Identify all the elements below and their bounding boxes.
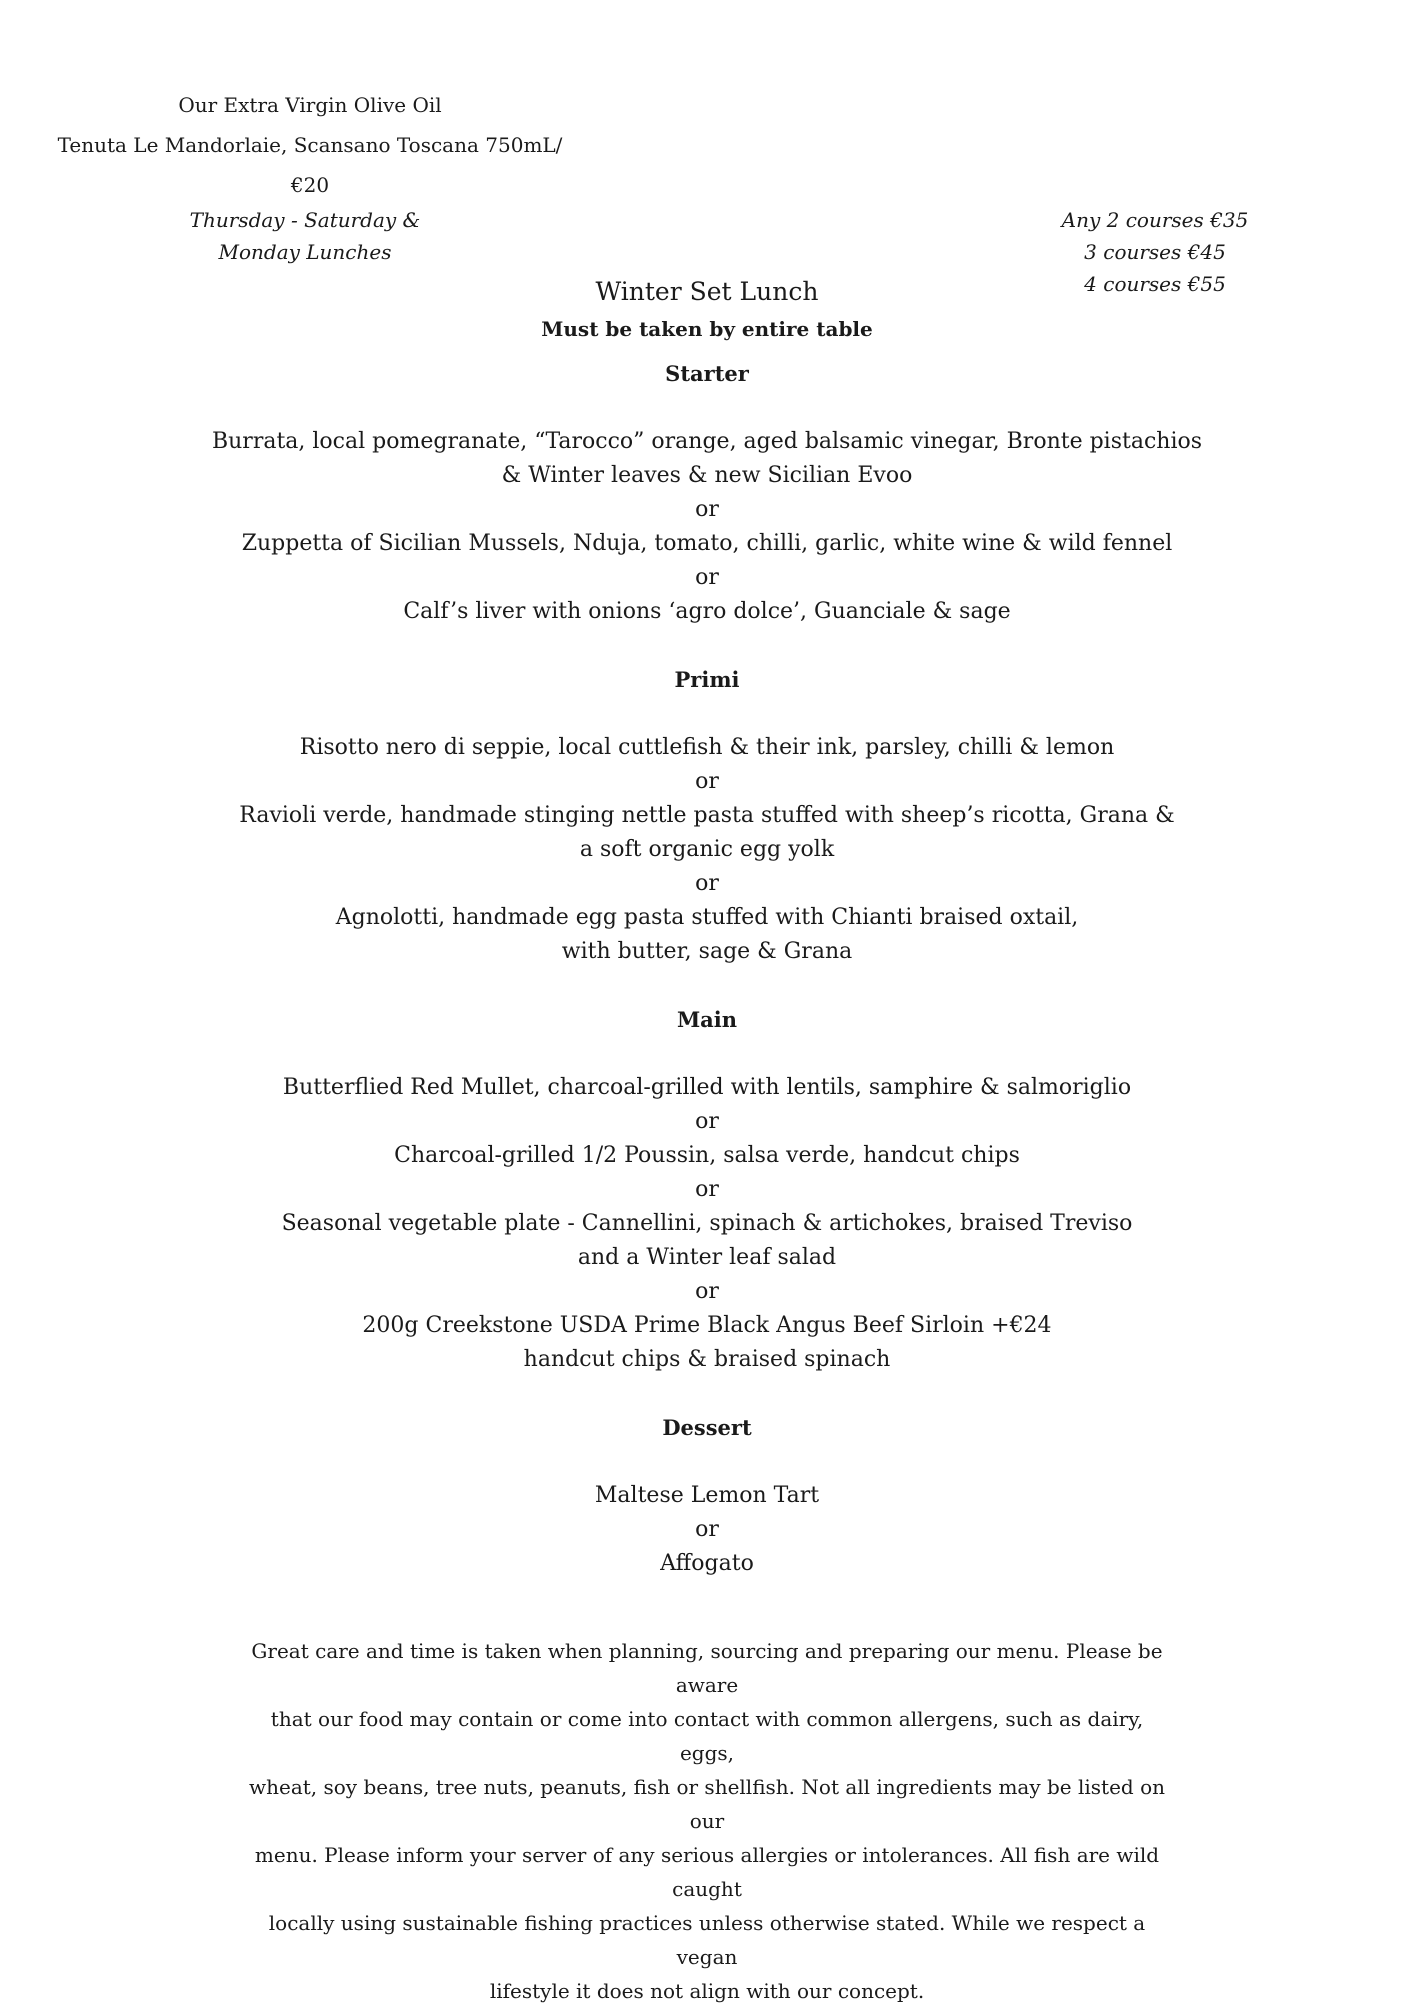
main-item-vegetable-plate-line-2: and a Winter leaf salad	[577, 1245, 837, 1270]
starter-item-burrata	[0, 425, 1414, 493]
dessert-item-affogato: Affogato	[660, 1551, 754, 1576]
main-item-red-mullet: Butterflied Red Mullet, charcoal-grilled with lentils, samphire & salmoriglio	[282, 1075, 1132, 1100]
allergen-note-line: locally using sustainable fishing practices unless otherwise stated. While we respect a vegan	[268, 1911, 1146, 1969]
main-item-sirloin-line-1: 200g Creekstone USDA Prime Black Angus Beef Sirloin +€24	[362, 1313, 1052, 1338]
starter-item-calfs-liver: Calf’s liver with onions ‘agro dolce’, Guanciale & sage	[403, 599, 1011, 624]
allergen-note-line: that our food may contain or come into contact with common allergens, such as dairy, eggs,	[270, 1707, 1144, 1765]
main-item-vegetable-plate-line-1: Seasonal vegetable plate - Cannellini, spinach & artichokes, braised Treviso	[281, 1211, 1133, 1236]
allergen-note-line: wheat, soy beans, tree nuts, peanuts, fish or shellfish. Not all ingredients may be listed on our	[248, 1775, 1166, 1833]
olive-oil-detail: Tenuta Le Mandorlaie, Scansano Toscana 750mL/€20	[57, 133, 563, 197]
starter-item-mussels: Zuppetta of Sicilian Mussels, Nduja, tomato, chilli, garlic, white wine & wild fennel	[241, 531, 1173, 556]
dessert-heading: Dessert	[662, 1415, 752, 1440]
primi-item-agnolotti	[0, 901, 1414, 969]
main-item-poussin: Charcoal-grilled 1/2 Poussin, salsa verde, handcut chips	[394, 1143, 1020, 1168]
allergen-note-line: Great care and time is taken when planning, sourcing and preparing our menu. Please be aware	[251, 1639, 1163, 1697]
or-separator: or	[695, 1279, 719, 1304]
price-three-courses: 3 courses €45	[1084, 240, 1226, 264]
service-days-line-2: Monday Lunches	[218, 240, 392, 264]
or-separator: or	[695, 1517, 719, 1542]
dessert-item-lemon-tart: Maltese Lemon Tart	[594, 1483, 820, 1508]
or-separator: or	[695, 1177, 719, 1202]
primi-item-agnolotti-line-1: Agnolotti, handmade egg pasta stuffed with Chianti braised oxtail,	[335, 905, 1079, 930]
primi-item-agnolotti-line-2: with butter, sage & Grana	[561, 939, 853, 964]
olive-oil-block	[40, 85, 580, 205]
primi-item-ravioli	[0, 799, 1414, 867]
menu-subtitle: Must be taken by entire table	[541, 317, 873, 341]
main-heading: Main	[676, 1007, 738, 1032]
allergen-note-line: lifestyle it does not align with our concept.	[489, 1979, 925, 2003]
price-two-courses: Any 2 courses €35	[1061, 208, 1249, 232]
or-separator: or	[695, 769, 719, 794]
primi-item-ravioli-line-2: a soft organic egg yolk	[579, 837, 835, 862]
starter-item-burrata-line-1: Burrata, local pomegranate, “Tarocco” orange, aged balsamic vinegar, Bronte pistachios	[211, 429, 1203, 454]
main-item-sirloin	[0, 1309, 1414, 1377]
price-four-courses: 4 courses €55	[1084, 272, 1226, 296]
service-days	[160, 204, 450, 268]
allergen-note	[247, 1634, 1167, 2008]
main-item-vegetable-plate	[0, 1207, 1414, 1275]
starter-item-burrata-line-2: & Winter leaves & new Sicilian Evoo	[501, 463, 913, 488]
service-days-line-1: Thursday - Saturday &	[189, 208, 421, 232]
or-separator: or	[695, 497, 719, 522]
primi-heading: Primi	[674, 667, 740, 692]
primi-item-risotto: Risotto nero di seppie, local cuttlefish & their ink, parsley, chilli & lemon	[299, 735, 1115, 760]
or-separator: or	[695, 565, 719, 590]
main-item-sirloin-line-2: handcut chips & braised spinach	[523, 1347, 891, 1372]
allergen-note-line: menu. Please inform your server of any serious allergies or intolerances. All fish are wild caught	[254, 1843, 1160, 1901]
starter-heading: Starter	[665, 361, 749, 386]
or-separator: or	[695, 871, 719, 896]
menu-title: Winter Set Lunch	[595, 277, 819, 306]
olive-oil-heading: Our Extra Virgin Olive Oil	[178, 93, 442, 117]
primi-item-ravioli-line-1: Ravioli verde, handmade stinging nettle pasta stuffed with sheep’s ricotta, Grana &	[239, 803, 1175, 828]
or-separator: or	[695, 1109, 719, 1134]
